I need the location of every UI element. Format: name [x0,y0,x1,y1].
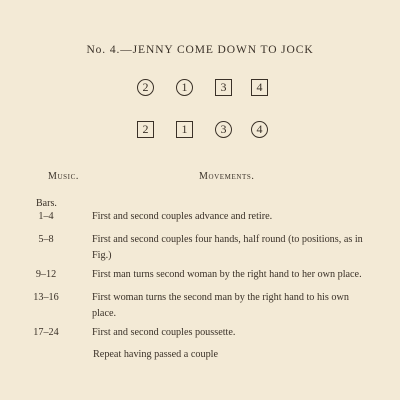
dance-title: No. 4.—JENNY COME DOWN TO JOCK [86,44,314,56]
movement-bars: 1–4 [38,211,54,222]
movement-bars: 17–24 [33,327,59,338]
figure-dancer-1-square: 1 [176,121,193,138]
movement-bars: 13–16 [33,292,59,303]
movement-text: First man turns second woman by the right hand to her own place. [92,269,362,280]
movement-text: First and second couples poussette. [92,327,236,338]
figure-dancer-3-circle: 3 [215,121,232,138]
movement-text: First and second couples four hands, half round (to positions, as in Fig.) [92,234,363,261]
figure-top-row [0,79,400,101]
figure-dancer-3-square: 3 [215,79,232,96]
figure-bottom-row [0,121,400,143]
movement-bars: 5–8 [38,234,54,245]
music-header: Music. [48,171,79,182]
movement-text: First woman turns the second man by the right hand to his own place. [92,292,349,319]
repeat-note: Repeat having passed a couple [93,349,219,360]
figure-dancer-1-circle: 1 [176,79,193,96]
movements-header: Movements. [199,171,255,182]
figure-dancer-4-circle: 4 [251,121,268,138]
figure-dancer-4-square: 4 [251,79,268,96]
movement-text: First and second couples advance and retire. [92,211,273,222]
movement-bars: 9–12 [35,269,57,280]
figure-dancer-2-square: 2 [137,121,154,138]
figure-dancer-2-circle: 2 [137,79,154,96]
bars-label: Bars. [36,198,57,209]
